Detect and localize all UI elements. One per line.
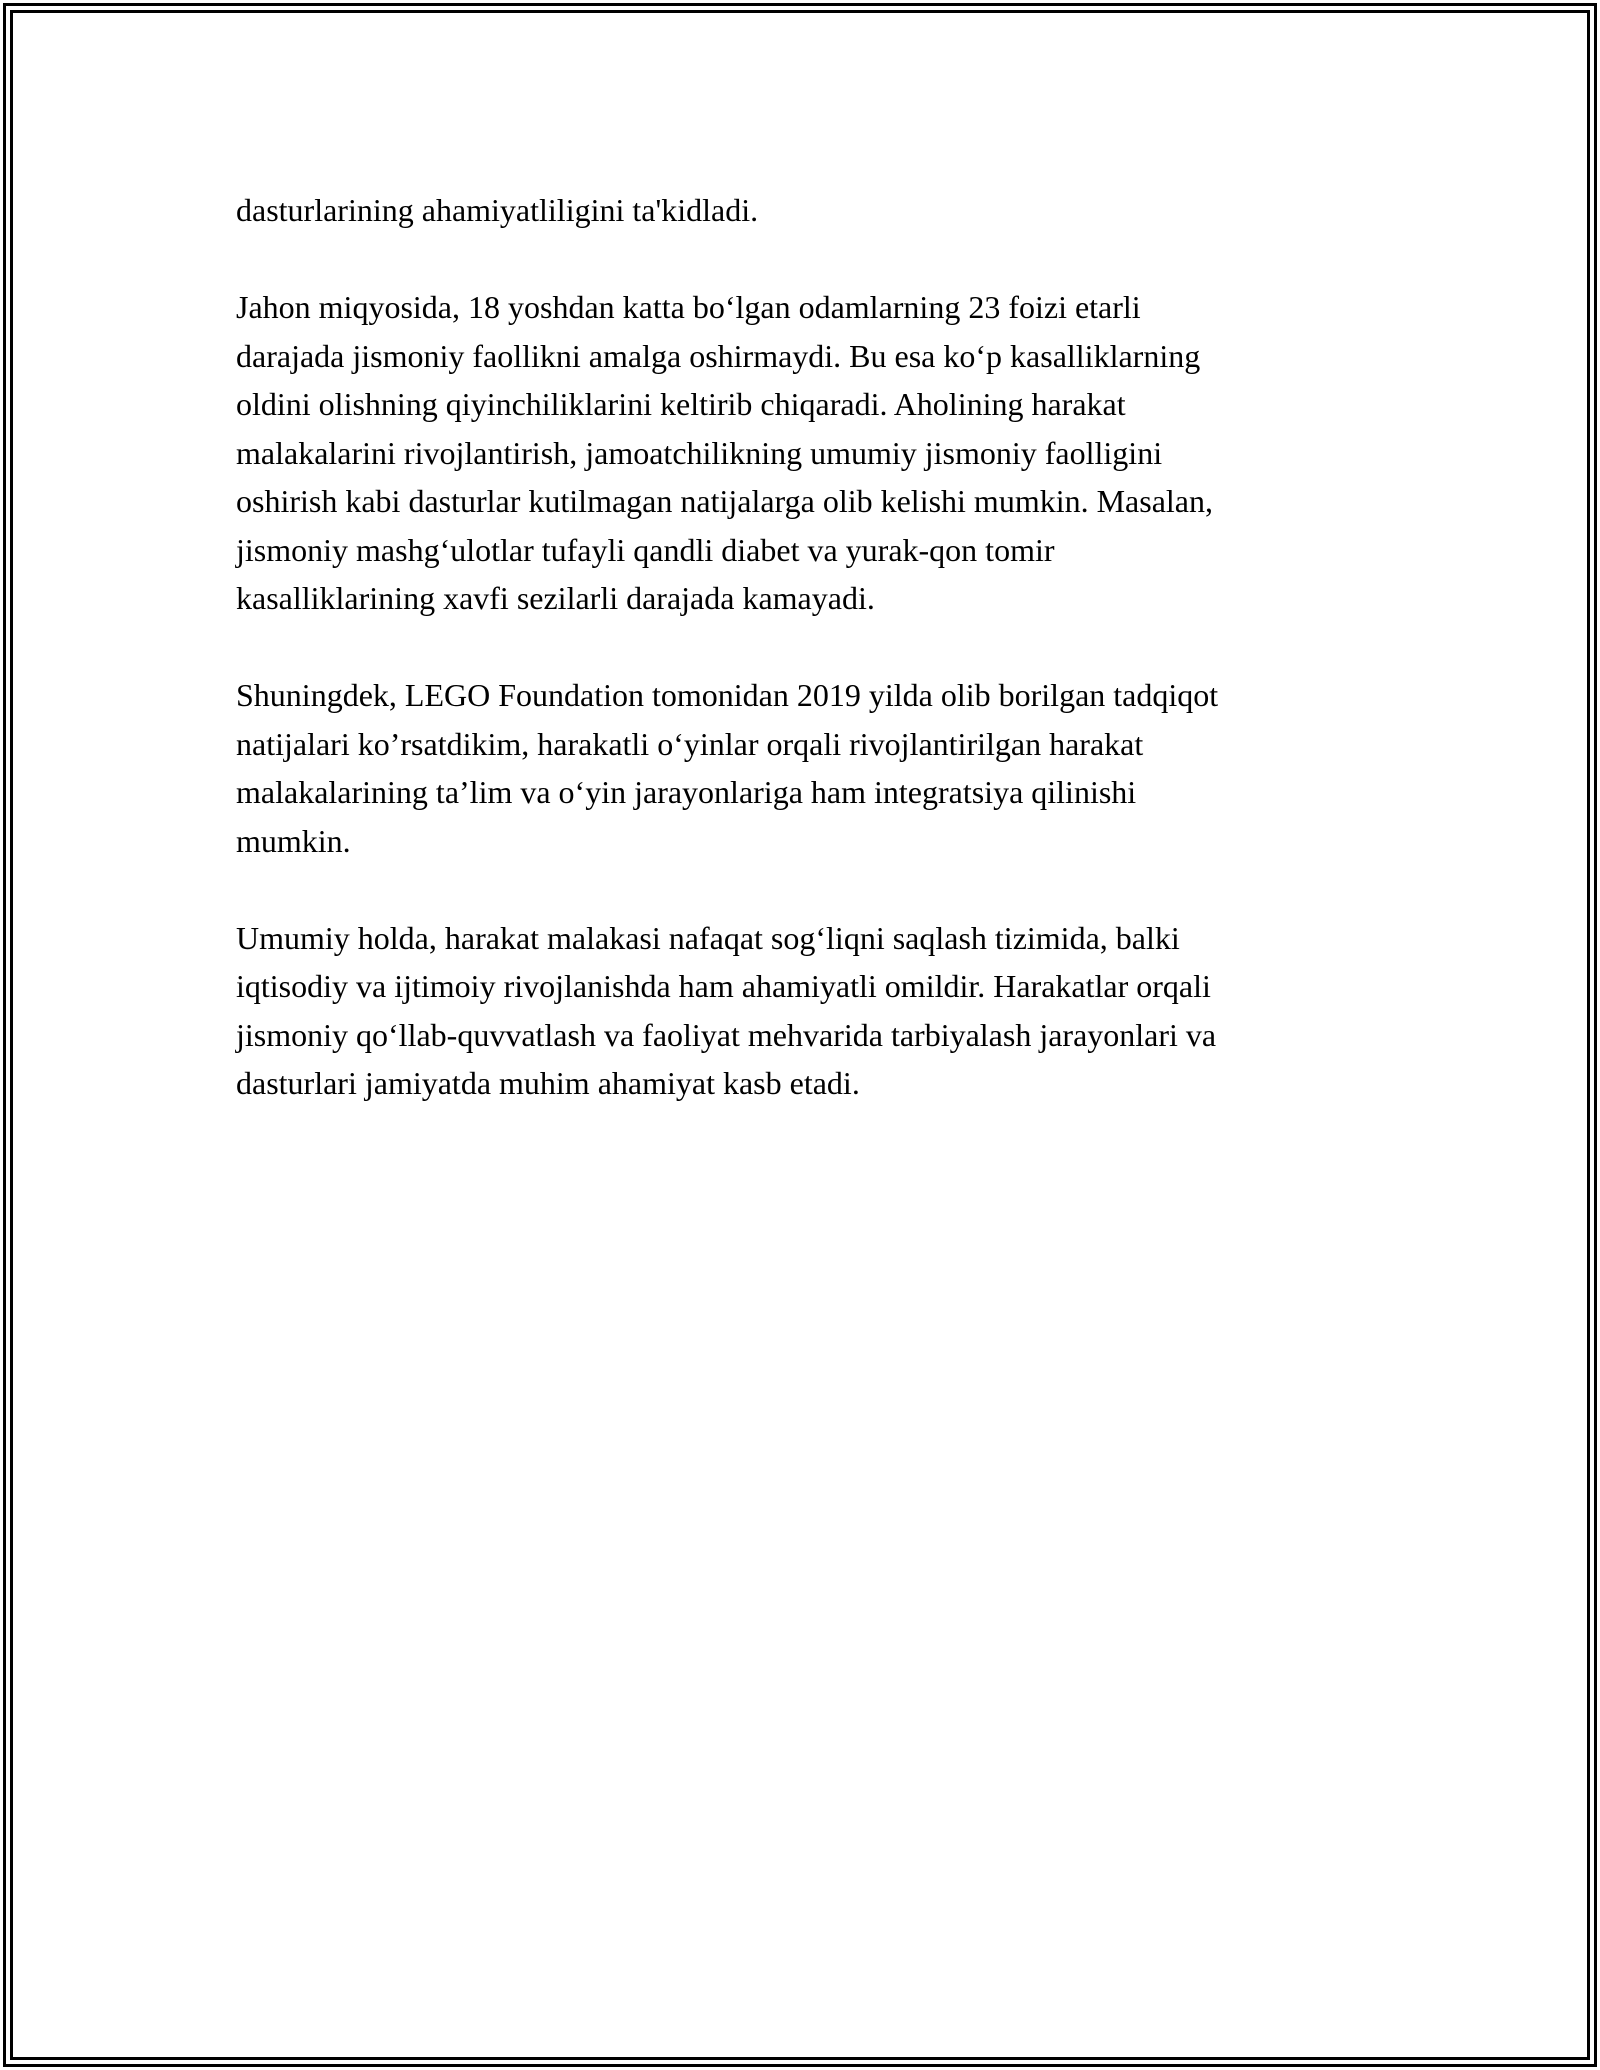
paragraph-2: Jahon miqyosida, 18 yoshdan katta boʻlgan odamlarning 23 foizi etarli darajada jismoniy faollikni amalga oshirmaydi. Bu esa koʻp kasalliklarning oldini olishning qiyinchiliklarini keltirib chiqaradi. Aholining harakat malakalarini rivojlantirish, jamoatchilikning umumiy jismoniy faolligini oshirish kabi dasturlar kutilmagan natijalarga olib kelishi mumkin. Masalan, jismoniy mashgʻulotlar tufayli qandli diabet va yurak-qon tomir kasalliklarining xavfi sezilarli darajada kamayadi. <box>236 289 1213 616</box>
document-body <box>236 186 1376 1156</box>
paragraph-1: dasturlarining ahamiyatliligini ta'kidladi. <box>236 192 759 228</box>
paragraph-3: Shuningdek, LEGO Foundation tomonidan 2019 yilda olib borilgan tadqiqot natijalari ko’rsatdikim, harakatli oʻyinlar orqali rivojlantirilgan harakat malakalarining ta’lim va oʻyin jarayonlariga ham integratsiya qilinishi mumkin. <box>236 677 1219 859</box>
paragraph-4: Umumiy holda, harakat malakasi nafaqat sogʻliqni saqlash tizimida, balki iqtisodiy va ijtimoiy rivojlanishda ham ahamiyatli omildir. Harakatlar orqali jismoniy qoʻllab-quvvatlash va faoliyat mehvarida tarbiyalash jarayonlari va dasturlari jamiyatda muhim ahamiyat kasb etadi. <box>236 919 1217 1101</box>
